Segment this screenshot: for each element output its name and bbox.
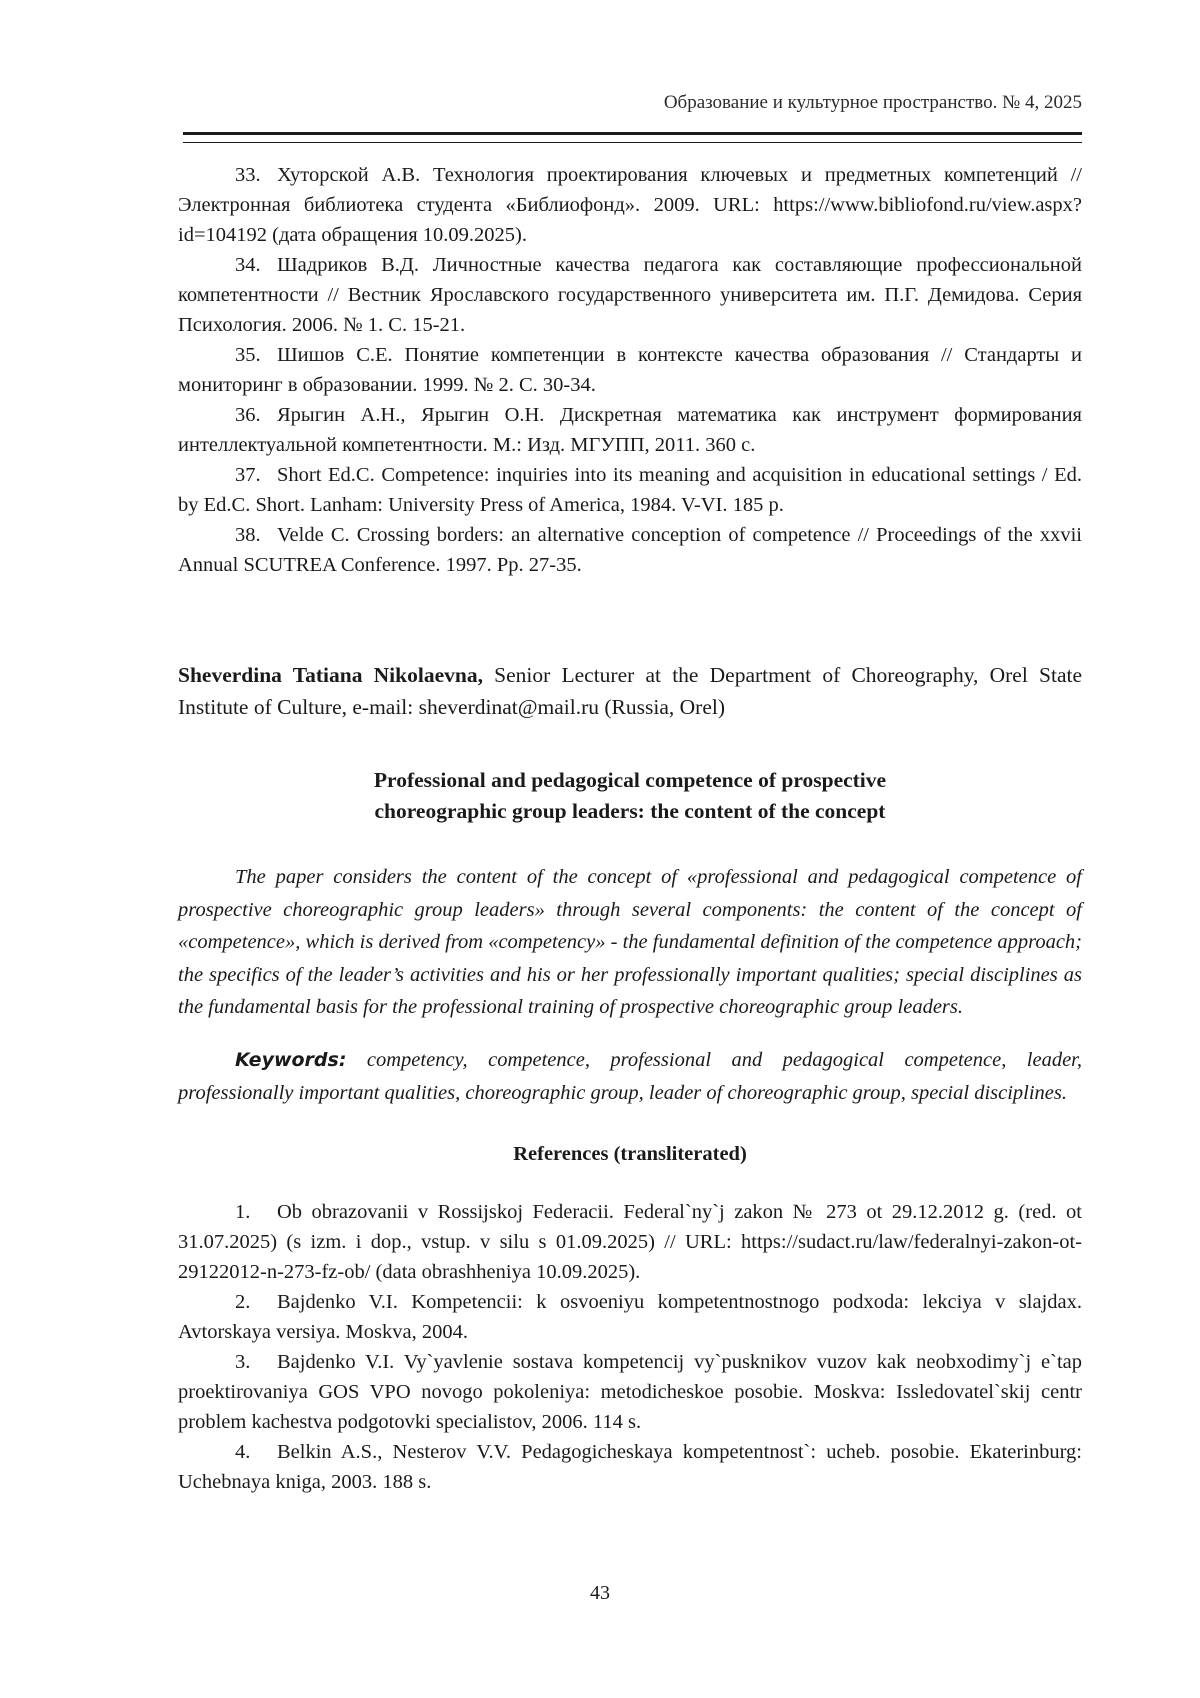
reference-text: Bajdenko V.I. Kompetencii: k osvoeniyu kompetentnostnogo podxoda: lekciya v slajdax. Avtorskaya versiya. Moskva, 2004.	[178, 1291, 1082, 1343]
running-head: Образование и культурное пространство. № 4, 2025	[663, 92, 1082, 113]
reference-text: Шадриков В.Д. Личностные качества педагога как составляющие профессиональной компетентности // Вестник Ярославского государственного университета им. П.Г. Демидова. Серия Психология. 2006. № 1. С. 15-21.	[178, 254, 1082, 336]
reference-text: Хуторской А.В. Технология проектирования ключевых и предметных компетенций // Электронная библиотека студента «Библиофонд». 2009. URL: https://www.bibliofond.ru/view.aspx?id=104192 (дата обращения 10.09.2025).	[178, 164, 1082, 246]
author-affiliation: Senior Lecturer at the Department of Choreography, Orel State Institute of Culture, e-mail: sheverdinat@mail.ru (Russia, Orel)	[178, 663, 1083, 719]
reference-item	[178, 520, 1082, 580]
author-name: Sheverdina Tatiana Nikolaevna,	[178, 663, 483, 687]
reference-item	[178, 340, 1082, 400]
reference-item	[178, 400, 1082, 460]
reference-number: 33.	[235, 164, 261, 186]
abstract: The paper considers the content of the concept of «professional and pedagogical competence of prospective choreographic group leaders» through several components: the content of the concept of «competence», which is derived from «competency» - the fundamental definition of the competence approach; the specifics of the leader’s activities and his or her professionally important qualities; special disciplines as the fundamental basis for the professional training of prospective choreographic group leaders.	[178, 866, 1082, 1018]
reference-item	[178, 460, 1082, 520]
paper-title	[178, 765, 1082, 827]
paper-title-line: Professional and pedagogical competence of prospective	[373, 768, 887, 792]
reference-text: Ob obrazovanii v Rossijskoj Federacii. Federal`ny`j zakon № 273 ot 29.12.2012 g. (red. ot 31.07.2025) (s izm. i dop., vstup. v silu s 01.09.2025) // URL: https://sudact.ru/law/federalnyi-zakon-ot-29122012-n-273-fz-ob/ (data obrashheniya 10.09.2025).	[178, 1201, 1082, 1283]
reference-text: Belkin A.S., Nesterov V.V. Pedagogicheskaya kompetentnost`: ucheb. posobie. Ekaterinburg: Uchebnaya kniga, 2003. 188 s.	[178, 1441, 1082, 1493]
reference-item	[178, 1197, 1082, 1287]
reference-text: Short Ed.C. Competence: inquiries into its meaning and acquisition in educational settings / Ed. by Ed.C. Short. Lanham: University Press of America, 1984. V-VI. 185 p.	[178, 464, 1082, 516]
reference-number: 2.	[235, 1291, 251, 1313]
page-content	[178, 160, 1082, 1497]
reference-number: 35.	[235, 344, 261, 366]
reference-text: Velde C. Crossing borders: an alternative conception of competence // Proceedings of the xxvii Annual SCUTREA Conference. 1997. Pp. 27-35.	[178, 524, 1082, 576]
reference-item	[178, 160, 1082, 250]
reference-number: 38.	[235, 524, 261, 546]
author-info	[178, 659, 1082, 723]
references-heading: References (transliterated)	[513, 1143, 747, 1165]
reference-text: Ярыгин А.Н., Ярыгин О.Н. Дискретная математика как инструмент формирования интеллектуальной компетентности. М.: Изд. МГУПП, 2011. 360 с.	[178, 404, 1082, 456]
paper-title-line: choreographic group leaders: the content of the concept	[374, 799, 886, 823]
keywords-label: Keywords:	[235, 1049, 347, 1071]
reference-item	[178, 1347, 1082, 1437]
references-en-list	[178, 1197, 1082, 1497]
references-ru-list	[178, 160, 1082, 580]
reference-item	[178, 250, 1082, 340]
reference-number: 34.	[235, 254, 261, 276]
header-rule	[183, 132, 1082, 143]
page-number: 43	[590, 1582, 610, 1604]
reference-text: Bajdenko V.I. Vy`yavlenie sostava kompetencij vy`pusknikov vuzov kak neobxodimy`j e`tap proektirovaniya GOS VPO novogo pokoleniya: metodicheskoe posobie. Moskva: Issledovatel`skij centr problem kachestva podgotovki specialistov, 2006. 114 s.	[178, 1351, 1082, 1433]
reference-text: Шишов С.Е. Понятие компетенции в контексте качества образования // Стандарты и мониторинг в образовании. 1999. № 2. С. 30-34.	[178, 344, 1082, 396]
reference-number: 37.	[235, 464, 261, 486]
reference-number: 36.	[235, 404, 261, 426]
keywords	[178, 1044, 1082, 1109]
keywords-text: competency, competence, professional and pedagogical competence, leader, professionally important qualities, choreographic group, leader of choreographic group, special disciplines.	[178, 1049, 1082, 1104]
reference-item	[178, 1287, 1082, 1347]
reference-number: 4.	[235, 1441, 251, 1463]
reference-item	[178, 1437, 1082, 1497]
reference-number: 1.	[235, 1201, 251, 1223]
reference-number: 3.	[235, 1351, 251, 1373]
